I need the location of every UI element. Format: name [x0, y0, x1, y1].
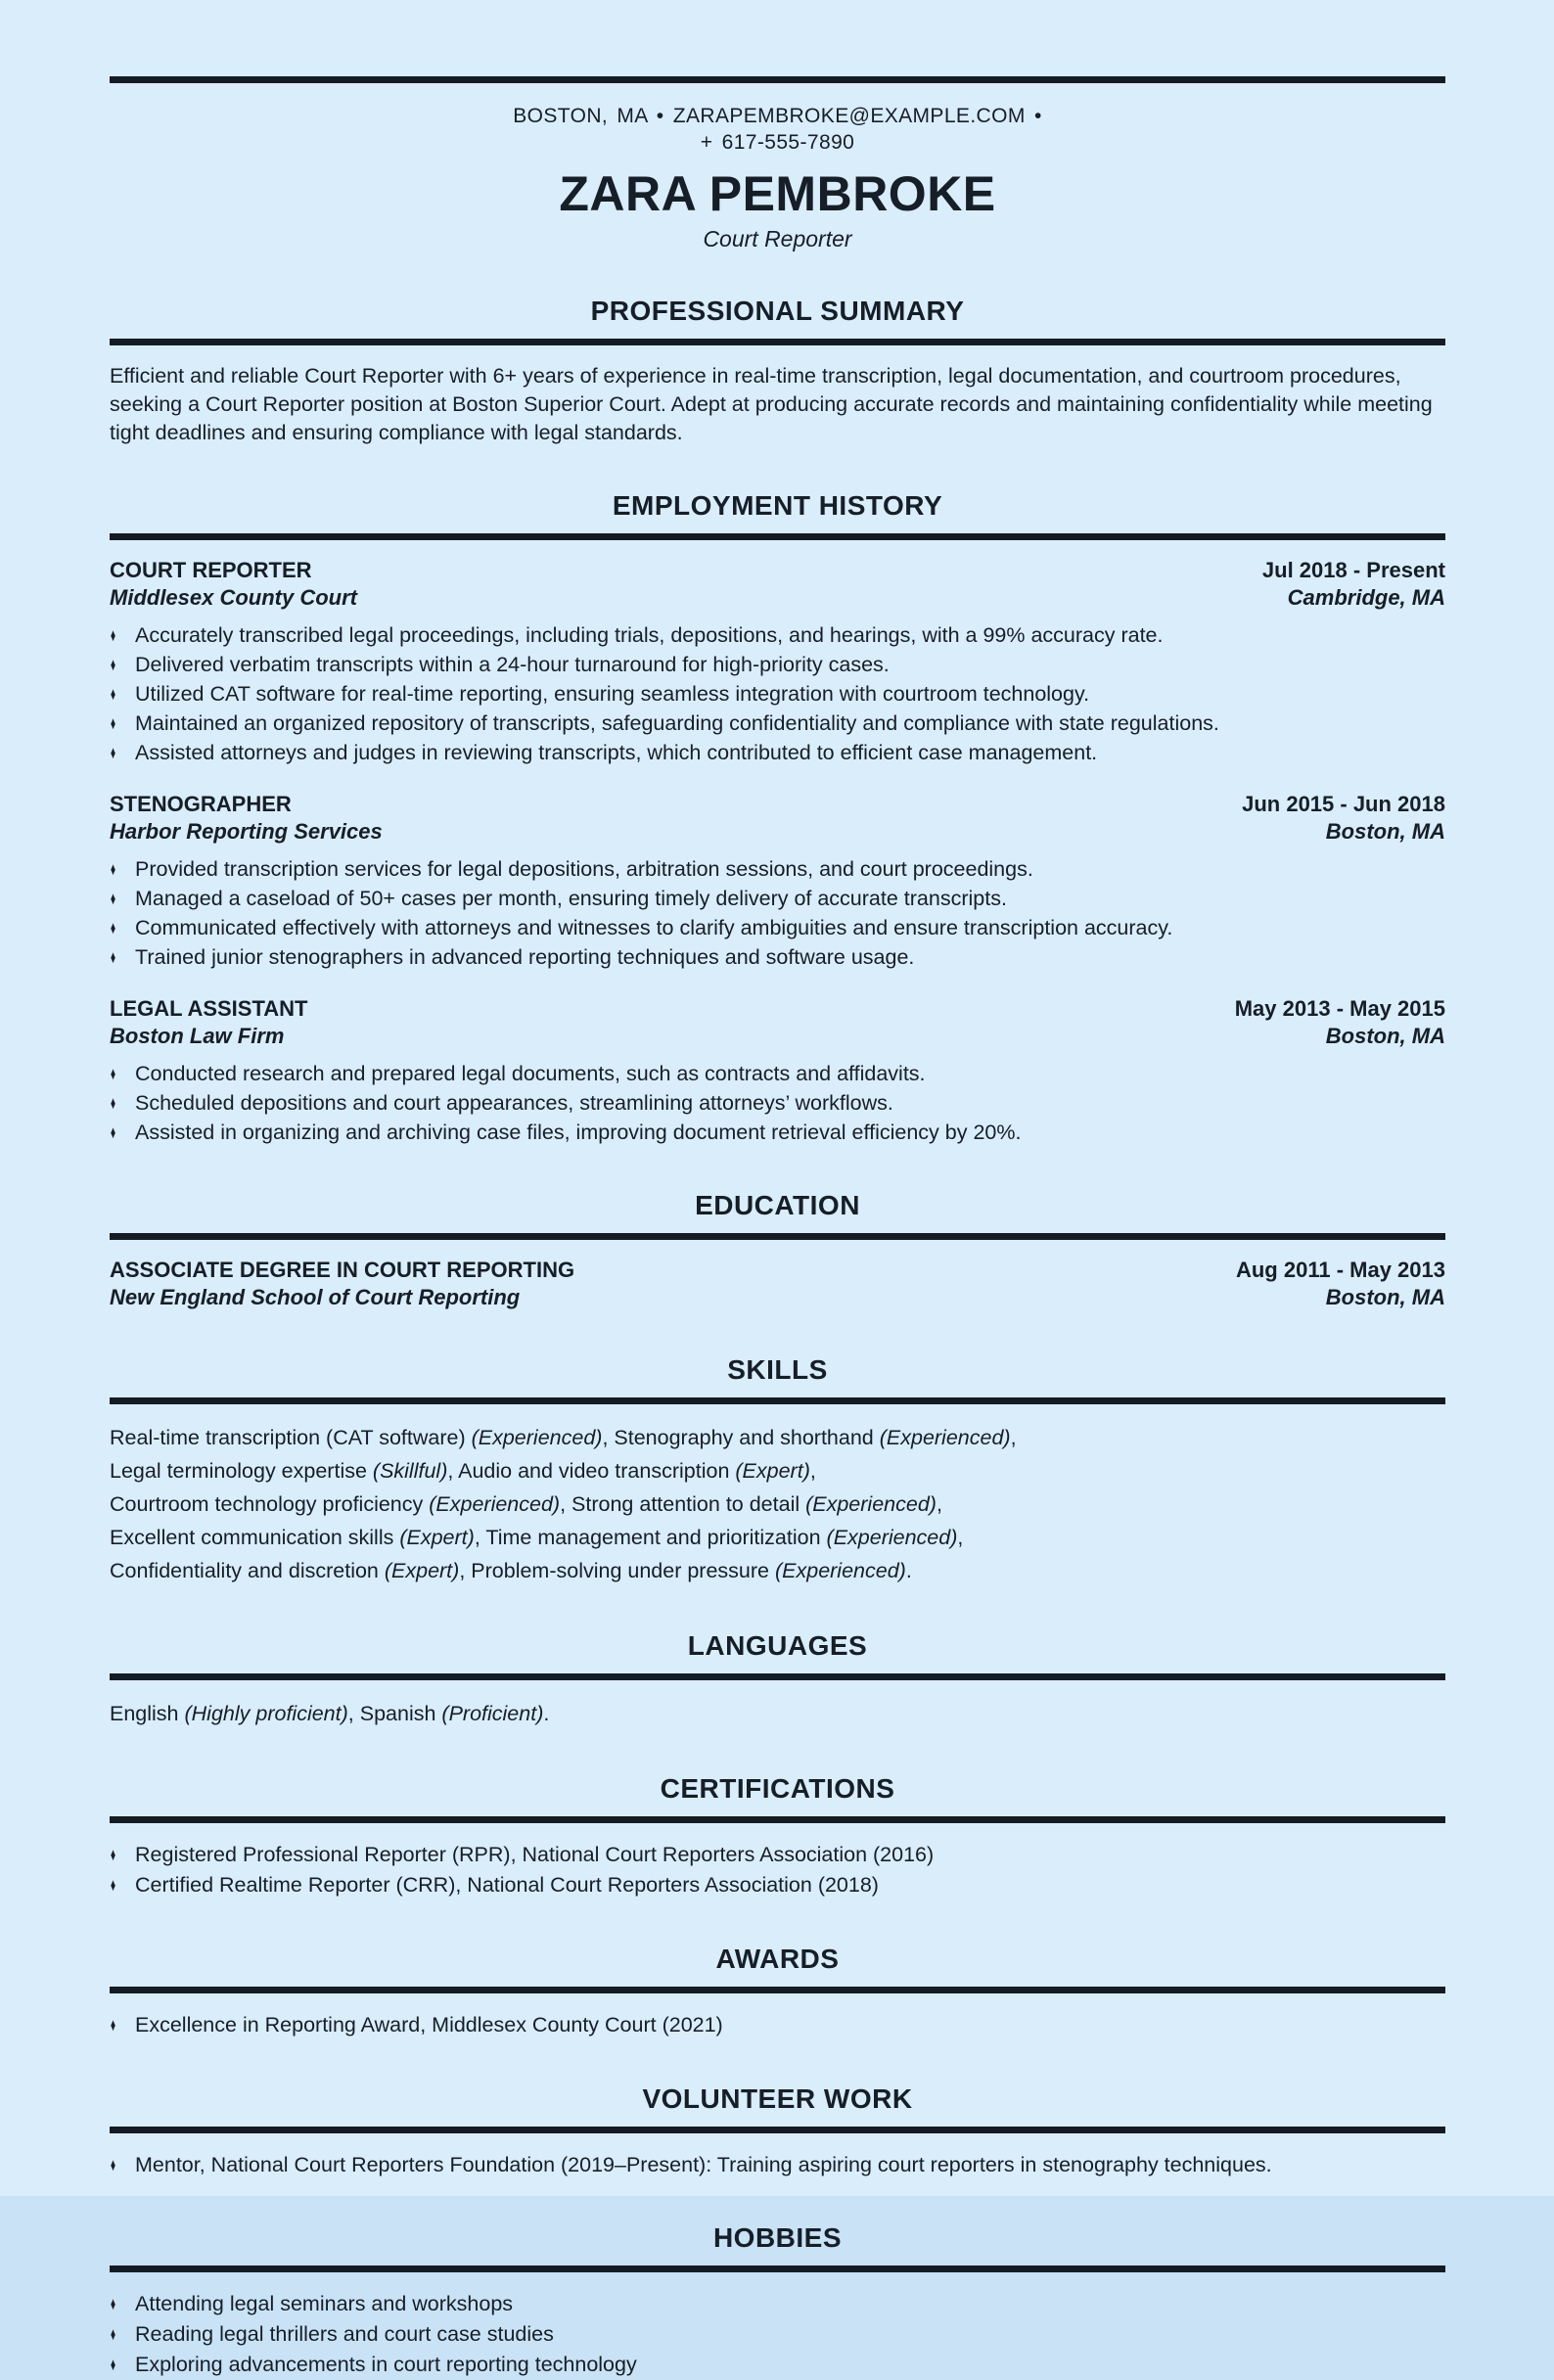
section-professional-summary — [110, 296, 1445, 447]
list-item-text: Delivered verbatim transcripts within a 24-hour turnaround for high-priority cases. — [135, 652, 890, 676]
list-item — [110, 884, 1445, 913]
list-item — [110, 1870, 1445, 1900]
diamond-bullet-icon: ♦ — [110, 742, 116, 762]
certifications-list — [110, 1840, 1445, 1900]
list-item — [110, 2150, 1445, 2179]
section-employment-history — [110, 490, 1445, 1147]
top-divider — [110, 76, 1445, 83]
list-item — [110, 1118, 1445, 1147]
diamond-bullet-icon: ♦ — [110, 1092, 116, 1113]
job-title: LEGAL ASSISTANT — [110, 995, 308, 1021]
skill-name-text: , Time management and prioritization — [474, 1525, 827, 1549]
section-skills — [110, 1354, 1445, 1587]
summary-heading: PROFESSIONAL SUMMARY — [590, 295, 965, 326]
skill-line — [110, 1521, 1445, 1554]
list-item — [110, 709, 1445, 738]
list-item-text: Scheduled depositions and court appearances, streamlining attorneys’ workflows. — [135, 1090, 893, 1115]
awards-list — [110, 2010, 1445, 2040]
hobbies-list — [110, 2289, 1445, 2380]
summary-divider — [110, 339, 1445, 345]
diamond-bullet-icon: ♦ — [110, 2354, 116, 2374]
skill-level-text: (Expert) — [384, 1558, 460, 1582]
diamond-bullet-icon: ♦ — [110, 917, 116, 938]
diamond-bullet-icon: ♦ — [110, 2293, 116, 2313]
resume-header — [110, 103, 1445, 252]
list-item — [110, 1059, 1445, 1088]
skill-name-text: Legal terminology expertise — [110, 1458, 373, 1483]
skill-line — [110, 1488, 1445, 1521]
diamond-bullet-icon: ♦ — [110, 858, 116, 879]
skill-line — [110, 1554, 1445, 1587]
skill-name-text: , — [1010, 1425, 1017, 1449]
skill-name-text: , — [957, 1525, 964, 1549]
diamond-bullet-icon: ♦ — [110, 1844, 116, 1864]
section-languages — [110, 1630, 1445, 1730]
list-item — [110, 913, 1445, 942]
list-item-text: Exploring advancements in court reporting technology — [135, 2352, 637, 2376]
diamond-bullet-icon: ♦ — [110, 888, 116, 908]
skill-level-text: (Skillful) — [372, 1458, 448, 1483]
job-entry — [110, 995, 1445, 1147]
languages-heading: LANGUAGES — [687, 1629, 868, 1661]
skill-name-text: . — [543, 1701, 550, 1725]
diamond-bullet-icon: ♦ — [110, 712, 116, 733]
diamond-bullet-icon: ♦ — [110, 654, 116, 674]
skill-name-text: , Problem-solving under pressure — [459, 1558, 775, 1582]
skill-name-text: Confidentiality and discretion — [110, 1558, 385, 1582]
skill-level-text: (Expert) — [735, 1458, 810, 1483]
skill-level-text: (Experienced) — [805, 1491, 937, 1516]
skill-level-text: (Experienced) — [826, 1525, 958, 1549]
volunteer-heading: VOLUNTEER WORK — [642, 2082, 913, 2114]
skill-name-text: , — [809, 1458, 816, 1483]
list-item-text: Mentor, National Court Reporters Foundation (2019–Present): Training aspiring court reporters in stenography techniques. — [135, 2152, 1272, 2176]
diamond-bullet-icon: ♦ — [110, 2014, 116, 2035]
list-item — [110, 679, 1445, 709]
job-company: Harbor Reporting Services — [110, 818, 383, 844]
list-item-text: Assisted in organizing and archiving case files, improving document retrieval efficiency by 20%. — [135, 1120, 1022, 1144]
education-dates: Aug 2011 - May 2013 — [1235, 1257, 1445, 1282]
list-item-text: Reading legal thrillers and court case studies — [135, 2321, 554, 2346]
hobbies-divider — [110, 2266, 1445, 2272]
job-location: Boston, MA — [1325, 818, 1445, 844]
skill-level-text: (Expert) — [399, 1525, 475, 1549]
summary-text: Efficient and reliable Court Reporter with 6+ years of experience in real-time transcription, legal documentation, and courtroom procedures, seeking a Court Reporter position at Boston Superior Court. Adept at producing accurate records and maintaining confidentiality while meeting tight deadlines and ensuring compliance with legal standards. — [110, 363, 1433, 444]
skill-name-text: Real-time transcription (CAT software) — [110, 1425, 472, 1449]
skill-name-text: Excellent communication skills — [110, 1525, 400, 1549]
education-heading: EDUCATION — [695, 1189, 860, 1220]
languages-divider — [110, 1673, 1445, 1680]
skill-level-text: (Experienced) — [429, 1491, 561, 1516]
job-entry — [110, 791, 1445, 972]
job-location: Boston, MA — [1325, 1023, 1445, 1048]
section-education — [110, 1190, 1445, 1311]
list-item — [110, 2289, 1445, 2319]
skill-name-text: English — [110, 1701, 185, 1725]
volunteer-list — [110, 2150, 1445, 2179]
education-entry — [110, 1257, 1445, 1311]
diamond-bullet-icon: ♦ — [110, 1063, 116, 1083]
section-certifications — [110, 1773, 1445, 1900]
diamond-bullet-icon: ♦ — [110, 683, 116, 704]
employment-heading: EMPLOYMENT HISTORY — [612, 489, 943, 521]
skills-list — [110, 1421, 1445, 1587]
hobbies-heading: HOBBIES — [712, 2221, 843, 2253]
list-item — [110, 2350, 1445, 2380]
section-hobbies — [110, 2222, 1445, 2380]
education-school: New England School of Court Reporting — [110, 1284, 521, 1309]
list-item — [110, 854, 1445, 884]
list-item — [110, 2319, 1445, 2350]
list-item-text: Provided transcription services for legal depositions, arbitration sessions, and court proceedings. — [135, 856, 1033, 881]
skill-line — [110, 1454, 1445, 1488]
list-item-text: Registered Professional Reporter (RPR), National Court Reporters Association (2016) — [135, 1842, 935, 1866]
contact-line-1: BOSTON, MA • ZARAPEMBROKE@EXAMPLE.COM • — [513, 105, 1042, 127]
skill-name-text: . — [905, 1558, 912, 1582]
skill-level-text: (Experienced) — [879, 1425, 1011, 1449]
list-item-text: Trained junior stenographers in advanced reporting techniques and software usage. — [135, 944, 915, 969]
list-item — [110, 1088, 1445, 1118]
skill-name-text: , Spanish — [347, 1701, 442, 1725]
jobs-container — [110, 557, 1445, 1147]
job-title: COURT REPORTER — [110, 557, 312, 582]
list-item-text: Certified Realtime Reporter (CRR), National Court Reporters Association (2018) — [135, 1872, 879, 1897]
skill-name-text: , — [936, 1491, 942, 1516]
diamond-bullet-icon: ♦ — [110, 1874, 116, 1895]
list-item — [110, 1840, 1445, 1870]
skill-level-text: (Experienced) — [774, 1558, 906, 1582]
list-item — [110, 620, 1445, 650]
diamond-bullet-icon: ♦ — [110, 946, 116, 967]
job-dates: Jun 2015 - Jun 2018 — [1242, 791, 1445, 816]
skills-divider — [110, 1397, 1445, 1404]
list-item-text: Attending legal seminars and workshops — [135, 2291, 514, 2315]
education-location: Boston, MA — [1325, 1284, 1445, 1309]
list-item-text: Accurately transcribed legal proceedings, including trials, depositions, and hearings, with a 99% accuracy rate. — [135, 622, 1164, 647]
list-item — [110, 650, 1445, 679]
job-bullets — [110, 620, 1445, 767]
job-location: Cambridge, MA — [1287, 584, 1445, 610]
skill-line — [110, 1421, 1445, 1454]
job-company: Middlesex County Court — [110, 584, 358, 610]
job-bullets — [110, 1059, 1445, 1147]
job-dates: Jul 2018 - Present — [1261, 557, 1445, 582]
education-divider — [110, 1233, 1445, 1240]
job-title: STENOGRAPHER — [110, 791, 292, 816]
skill-name-text: , Stenography and shorthand — [602, 1425, 880, 1449]
job-dates: May 2013 - May 2015 — [1234, 995, 1445, 1021]
skill-name-text: , Audio and video transcription — [447, 1458, 736, 1483]
education-degree: ASSOCIATE DEGREE IN COURT REPORTING — [110, 1257, 575, 1282]
list-item-text: Maintained an organized repository of transcripts, safeguarding confidentiality and compliance with state regulations. — [135, 710, 1219, 735]
certifications-divider — [110, 1816, 1445, 1823]
skill-level-text: (Experienced) — [471, 1425, 603, 1449]
list-item-text: Utilized CAT software for real-time reporting, ensuring seamless integration with courtroom technology. — [135, 681, 1090, 706]
employment-divider — [110, 533, 1445, 540]
list-item-text: Managed a caseload of 50+ cases per month, ensuring timely delivery of accurate transcripts. — [135, 886, 1007, 910]
job-bullets — [110, 854, 1445, 972]
job-entry — [110, 557, 1445, 767]
contact-info — [110, 103, 1445, 156]
candidate-name: ZARA PEMBROKE — [559, 166, 996, 221]
section-volunteer-work — [110, 2083, 1445, 2179]
skill-level-text: (Highly proficient) — [184, 1701, 348, 1725]
awards-heading: AWARDS — [715, 1943, 840, 1974]
list-item-text: Conducted research and prepared legal documents, such as contracts and affidavits. — [135, 1061, 926, 1085]
diamond-bullet-icon: ♦ — [110, 1121, 116, 1142]
diamond-bullet-icon: ♦ — [110, 2323, 116, 2344]
skills-heading: SKILLS — [727, 1353, 828, 1385]
job-company: Boston Law Firm — [110, 1023, 285, 1048]
awards-divider — [110, 1987, 1445, 1993]
list-item-text: Excellence in Reporting Award, Middlesex County Court (2021) — [135, 2012, 723, 2037]
list-item — [110, 942, 1445, 972]
skill-level-text: (Proficient) — [441, 1701, 544, 1725]
certifications-heading: CERTIFICATIONS — [660, 1772, 895, 1804]
skill-name-text: Courtroom technology proficiency — [110, 1491, 430, 1516]
list-item-text: Communicated effectively with attorneys and witnesses to clarify ambiguities and ensure transcription accuracy. — [135, 915, 1173, 939]
list-item — [110, 738, 1445, 767]
diamond-bullet-icon: ♦ — [110, 624, 116, 645]
contact-line-2: + 617-555-7890 — [700, 131, 855, 154]
skill-name-text: , Strong attention to detail — [560, 1491, 806, 1516]
section-awards — [110, 1944, 1445, 2040]
diamond-bullet-icon: ♦ — [110, 2154, 116, 2174]
list-item-text: Assisted attorneys and judges in reviewing transcripts, which contributed to efficient case management. — [135, 740, 1098, 764]
candidate-title: Court Reporter — [703, 225, 852, 252]
volunteer-divider — [110, 2127, 1445, 2133]
list-item — [110, 2010, 1445, 2040]
languages-line — [110, 1697, 1445, 1730]
